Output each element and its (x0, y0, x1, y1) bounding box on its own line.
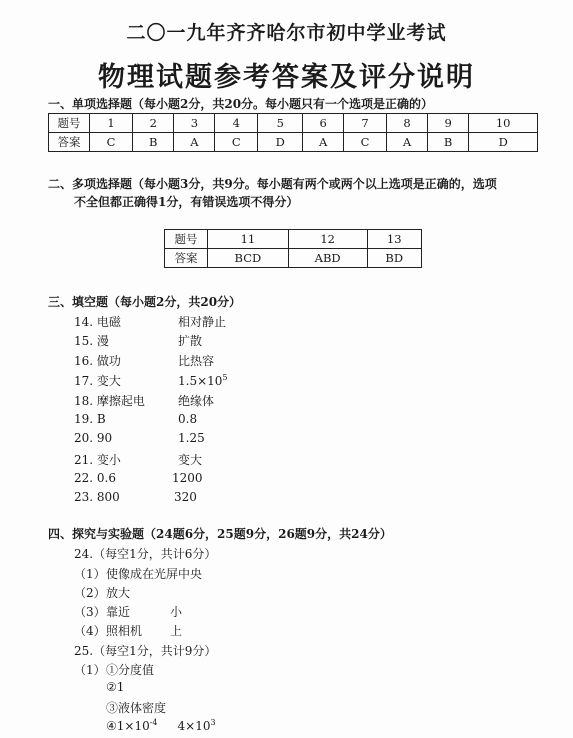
document-subtitle: 物理试题参考答案及评分说明 (98, 62, 475, 93)
table-cell: 7 (344, 114, 387, 133)
table-cell: A (174, 133, 215, 152)
table-cell: 10 (469, 114, 538, 133)
table-cell: 4 (215, 114, 258, 133)
list-item: 15. 漫 扩散 (74, 334, 203, 348)
section1-answer-table (48, 113, 538, 152)
list-item: （4）照相机 上 (74, 624, 183, 638)
list-item: ③液体密度 (106, 701, 167, 715)
table-row (165, 249, 422, 268)
table-cell: 1 (90, 114, 133, 133)
list-item: $④1\times 10^{-4}$ $4\times 10^3$ (106, 718, 216, 733)
table-cell: BD (367, 249, 422, 268)
table-cell: 6 (303, 114, 344, 133)
list-item: 18. 摩擦起电 绝缘体 (74, 394, 215, 408)
table-cell: 答案 (49, 133, 90, 152)
table-cell: C (215, 133, 258, 152)
table-cell: D (258, 133, 303, 152)
table-cell: 2 (133, 114, 174, 133)
exam-title: 二〇一九年齐齐哈尔市初中学业考试 (126, 22, 447, 44)
table-cell: B (133, 133, 174, 152)
section2-heading-line2: 不全但都正确得1分，有错误选项不得分） (74, 195, 299, 209)
list-item: （1）使像成在光屏中央 (74, 567, 203, 581)
table-cell: 8 (387, 114, 428, 133)
table-cell: D (469, 133, 538, 152)
question-25-header: 25.（每空1分，共计9分） (74, 644, 217, 658)
table-cell: 3 (174, 114, 215, 133)
table-cell: BCD (208, 249, 289, 268)
list-item: （2）放大 (74, 586, 131, 600)
list-item: 20. 90 1.25 (74, 431, 205, 445)
list-item: （1）①分度值 (74, 663, 155, 677)
section2-heading-line1: 二、多项选择题（每小题3分，共9分。每小题有两个或两个以上选项是正确的，选项 (48, 177, 497, 191)
table-cell: A (303, 133, 344, 152)
table-cell: 9 (427, 114, 468, 133)
question-24-header: 24.（每空1分，共计6分） (74, 547, 217, 561)
section4-heading: 四、探究与实验题（24题6分，25题9分，26题9分，共24分） (48, 527, 392, 541)
list-item: ②1 (106, 680, 125, 694)
table-cell: 题号 (49, 114, 90, 133)
section1-heading: 一、单项选择题（每小题2分，共20分。每小题只有一个选项是正确的） (48, 97, 434, 111)
table-cell: C (90, 133, 133, 152)
table-cell: B (427, 133, 468, 152)
table-cell: 11 (208, 230, 289, 249)
table-cell: A (387, 133, 428, 152)
list-item: 21. 变小 变大 (74, 453, 203, 467)
section2-answer-table (164, 229, 422, 268)
table-cell: 13 (367, 230, 422, 249)
list-item: 14. 电磁 相对静止 (74, 315, 227, 329)
list-item: 19. B 0.8 (74, 412, 198, 426)
table-row (49, 114, 538, 133)
table-row (165, 230, 422, 249)
list-item: 16. 做功 比热容 (74, 354, 215, 368)
table-cell: 答案 (165, 249, 208, 268)
list-item: （3）靠近 小 (74, 605, 183, 619)
table-cell: C (344, 133, 387, 152)
table-row (49, 133, 538, 152)
table-cell: 12 (288, 230, 367, 249)
table-cell: 题号 (165, 230, 208, 249)
table-cell: ABD (288, 249, 367, 268)
list-item: 22. 0.6 1200 (74, 471, 203, 485)
section3-heading: 三、填空题（每小题2分，共20分） (48, 295, 242, 309)
list-item: 23. 800 320 (74, 490, 197, 504)
list-item: 17. 变大 $1.5\times 10^5$ (74, 373, 228, 388)
table-cell: 5 (258, 114, 303, 133)
